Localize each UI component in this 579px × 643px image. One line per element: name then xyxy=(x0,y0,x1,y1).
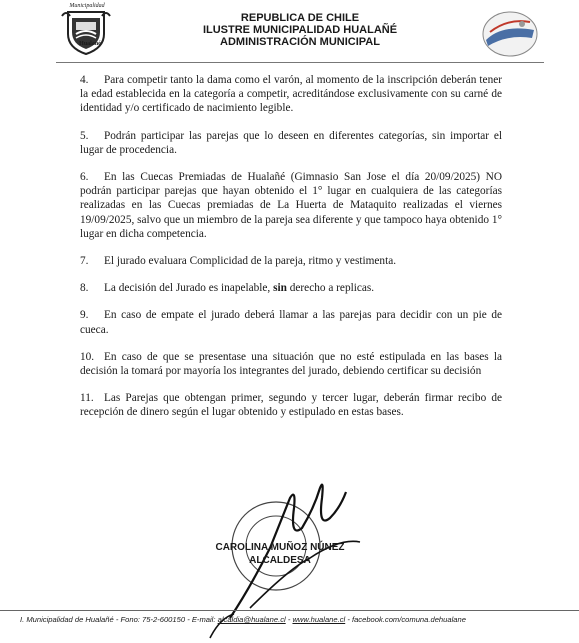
rule-item xyxy=(80,391,502,419)
title-administration: ADMINISTRACIÓN MUNICIPAL xyxy=(220,36,380,48)
rule-item xyxy=(80,350,502,378)
rule-item xyxy=(80,129,502,157)
rule-item xyxy=(80,73,502,116)
footer-divider xyxy=(0,610,579,611)
footer-org: I. Municipalidad de Hualañé - xyxy=(20,615,119,624)
rule-text: Podrán participar las parejas que lo deseen en diferentes categorías, sin importar el lugar de procedencia. xyxy=(80,129,502,156)
signatory-block xyxy=(190,541,370,567)
rule-number: 9. xyxy=(80,309,89,322)
rule-item xyxy=(80,254,502,268)
crest-caption: Municipalidad xyxy=(69,3,105,9)
rule-item xyxy=(80,281,502,295)
rule-text: derecho a replicas. xyxy=(289,282,375,295)
title-municipality: ILUSTRE MUNICIPALIDAD HUALAÑÉ xyxy=(202,24,398,36)
rule-number: 10. xyxy=(80,350,95,363)
signatory-name: CAROLINA MUÑOZ NÚNEZ xyxy=(215,542,345,553)
rule-number: 7. xyxy=(80,255,89,268)
rule-number: 8. xyxy=(80,282,89,295)
commune-logo-icon xyxy=(482,10,538,58)
footer: I. Municipalidad de Hualañé - Fono: 75-2-600150 - E-mail: alcaldia@hualane.cl - www.hualane.cl - facebook.com/comuna.dehualane xyxy=(20,615,466,624)
rule-number: 6. xyxy=(80,171,89,184)
footer-email-label: E-mail: xyxy=(191,615,216,624)
rule-text: En caso de empate el jurado deberá llamar a las parejas para decidir con un pie de cueca. xyxy=(80,309,502,336)
rule-text: En caso de que se presentase una situación que no esté estipulada en las bases la decisión la tomará por mayoría los integrantes del jurado, debiendo certificar su decisión xyxy=(80,350,502,378)
rule-text: El jurado evaluara Complicidad de la pareja, ritmo y vestimenta. xyxy=(104,255,397,268)
footer-facebook[interactable]: facebook.com/comuna.dehualane xyxy=(351,615,466,624)
crest-name: Hualañé xyxy=(79,41,101,47)
footer-phone: Fono: 75-2-600150 xyxy=(120,615,186,624)
signatory-role: ALCALDESA xyxy=(249,555,311,566)
rule-item xyxy=(80,170,502,241)
rules-list xyxy=(80,73,502,433)
rule-text: En las Cuecas Premiadas de Hualañé (Gimnasio San Jose el día 20/09/2025) NO podrán participar parejas que hayan obtenido el 1° lugar en cualquiera de las categorías realizadas en las Cuecas premiadas de La Huerta de Mataquito realizadas el viernes 19/09/2025, salvo que un miembro de la pareja sea diferente y que tampoco haya obtenido 1° lugar en dicha competencia. xyxy=(80,171,502,240)
footer-web-link[interactable]: www.hualane.cl xyxy=(292,615,346,624)
footer-email-link[interactable]: alcaldia@hualane.cl xyxy=(217,615,286,624)
rule-text: La decisión del Jurado es inapelable, xyxy=(104,282,271,295)
rule-bold-word: sin xyxy=(273,282,287,295)
rule-item xyxy=(80,308,502,336)
title-republic: REPUBLICA DE CHILE xyxy=(240,12,360,24)
rule-number: 4. xyxy=(80,74,89,86)
letterhead xyxy=(0,0,579,62)
municipal-crest-icon xyxy=(60,4,112,56)
rule-text: Para competir tanto la dama como el varón, al momento de la inscripción deberán tener la edad establecida en la categoría a competir, acreditándose exclusivamente con su carné de identidad y/o certificado de nacimiento legible. xyxy=(80,74,502,115)
rule-text: Las Parejas que obtengan primer, segundo y tercer lugar, deberán firmar recibo de recepción de dinero según el lugar obtenido y estipulado en estas bases. xyxy=(80,392,502,419)
letterhead-titles xyxy=(170,12,430,48)
rule-number: 5. xyxy=(80,129,89,142)
header-divider xyxy=(56,62,544,63)
rule-number: 11. xyxy=(80,392,94,405)
